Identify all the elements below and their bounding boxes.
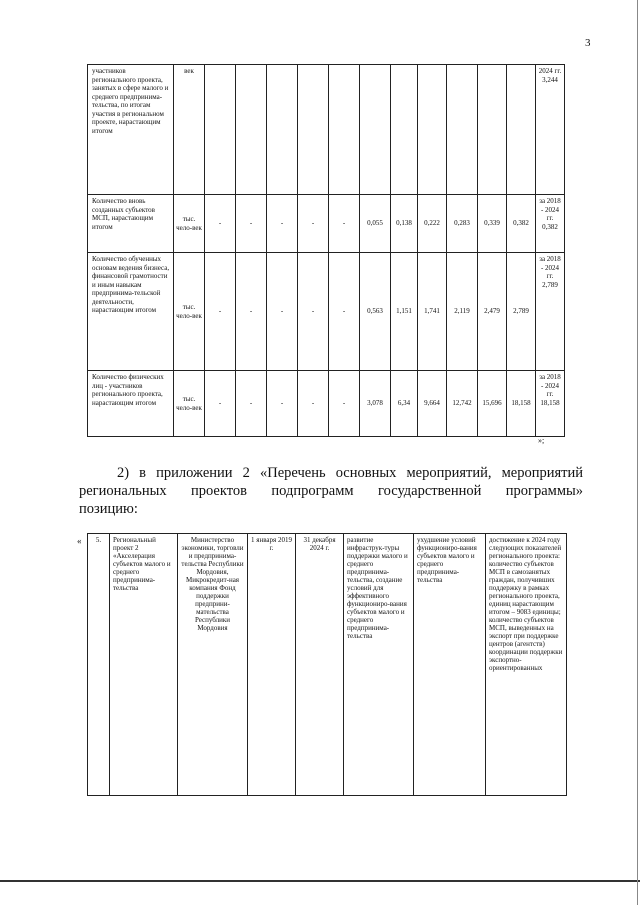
scan-side-line [637,0,638,905]
value-cell [418,65,447,195]
value-cell: - [267,253,298,371]
indicators: достижение к 2024 году следующих показателей регионального проекта: количество субъектов МСП в самозанятых граждан, получивших поддержку в рамках регионального проекта, единиц нарастающим итогом – 9083 единицы; количество субъектов МСП, выведенных на экспорт при поддержке центров (агентств) координации поддержки экспортно-ориентированных [486,534,567,796]
value-cell: 9,664 [418,371,447,437]
indicator-label: Количество вновь созданных субъектов МСП, нарастающим итогом [88,195,174,253]
value-cell: 6,34 [391,371,418,437]
value-cell [507,65,536,195]
value-cell: - [205,195,236,253]
paragraph-line-1: 2) в приложении 2 «Перечень основных мероприятий, мероприятий [117,465,583,481]
value-cell: 0,283 [447,195,478,253]
table-row [88,195,565,253]
expected-result: развитие инфраструк-туры поддержки малого и среднего предпринима-тельства, создание условий для эффективного функциониро-вания субъектов малого и среднего предпринима-тельства [344,534,414,796]
value-cell: - [298,253,329,371]
value-cell: 1,741 [418,253,447,371]
table-row [88,65,565,195]
value-cell: 0,055 [360,195,391,253]
value-cell: - [205,371,236,437]
paragraph-line-2: региональных проектов подпрограмм государственной программы» [79,483,583,499]
value-cell [298,65,329,195]
value-cell: - [236,371,267,437]
table-row [88,253,565,371]
value-cell: 2,789 [507,253,536,371]
value-cell: - [298,371,329,437]
total-cell: за 2018 - 2024 гг. 18,158 [536,371,565,437]
value-cell: - [236,195,267,253]
page-number: 3 [585,37,591,49]
activities-table [87,533,567,796]
total-cell: за 2018 - 2024 гг. 0,382 [536,195,565,253]
value-cell: - [236,253,267,371]
indicator-label: Количество физических лиц - участников регионального проекта, нарастающим итогом [88,371,174,437]
table-row [88,371,565,437]
paragraph-line-3: позицию: [79,501,138,517]
value-cell: - [205,253,236,371]
unit-cell: тыс. чело-век [174,195,205,253]
scan-edge [0,880,640,882]
table-open-mark: « [77,536,82,546]
row-number: 5. [88,534,110,796]
value-cell: 0,563 [360,253,391,371]
value-cell: 15,696 [478,371,507,437]
total-cell: 2024 гг. 3,244 [536,65,565,195]
value-cell: - [329,195,360,253]
value-cell: 2,119 [447,253,478,371]
indicator-label: Количество обученных основам ведения бизнеса, финансовой грамотности и иным навыкам предпринима-тельской деятельности, нарастающим итогом [88,253,174,371]
value-cell [205,65,236,195]
value-cell [329,65,360,195]
value-cell: - [329,371,360,437]
value-cell: 3,078 [360,371,391,437]
unit-cell: тыс. чело-век [174,253,205,371]
table-row [88,534,567,796]
consequence: ухудшение условий функциониро-вания субъектов малого и среднего предпринима-тельства [414,534,486,796]
value-cell: - [329,253,360,371]
value-cell: - [267,371,298,437]
value-cell [478,65,507,195]
value-cell: 1,151 [391,253,418,371]
value-cell [360,65,391,195]
value-cell [236,65,267,195]
value-cell: 2,479 [478,253,507,371]
total-cell: за 2018 - 2024 гг. 2,789 [536,253,565,371]
indicators-table [87,64,565,437]
value-cell: 18,158 [507,371,536,437]
value-cell: 0,382 [507,195,536,253]
value-cell: 0,339 [478,195,507,253]
start-date: 1 января 2019 г. [248,534,296,796]
value-cell: - [298,195,329,253]
value-cell [447,65,478,195]
value-cell: - [267,195,298,253]
value-cell: 0,222 [418,195,447,253]
indicator-label: участников регионального проекта, занятых в сфере малого и среднего предпринима-тельства, по итогам участия в региональном проекте, нарастающим итогом [88,65,174,195]
project-name: Региональный проект 2 «Акселерация субъектов малого и среднего предпринима-тельства [110,534,178,796]
unit-cell: тыс. чело-век [174,371,205,437]
value-cell: 12,742 [447,371,478,437]
table-close-mark: »; [538,436,545,445]
end-date: 31 декабря 2024 г. [296,534,344,796]
value-cell: 0,138 [391,195,418,253]
value-cell [267,65,298,195]
executor: Министерство экономики, торговли и предпринима-тельства Республики Мордовия, Микрокредит-ная компания Фонд поддержки предприни-мательства Республики Мордовия [178,534,248,796]
value-cell [391,65,418,195]
unit-cell: век [174,65,205,195]
